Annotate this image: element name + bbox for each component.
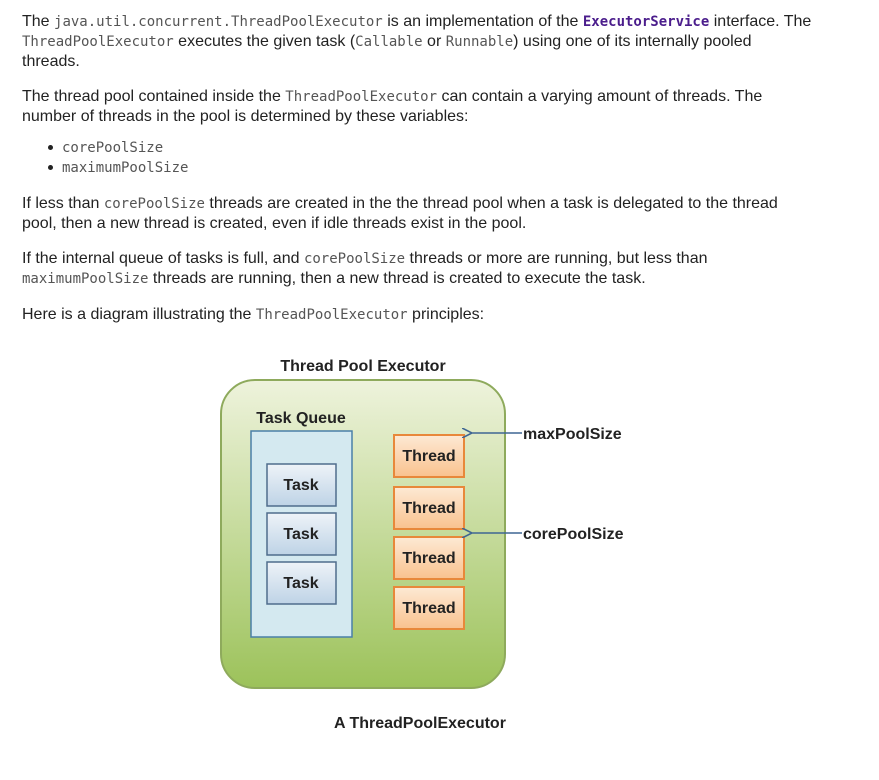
text: threads are running, then a new thread is created to execute the task. — [148, 270, 646, 287]
text: executes the given task ( — [173, 33, 356, 50]
thread-label: Thread — [402, 550, 456, 567]
code-class-name: java.util.concurrent.ThreadPoolExecutor — [54, 14, 383, 30]
code-class-name: ThreadPoolExecutor — [255, 307, 408, 323]
text: If the internal queue of tasks is full, and — [22, 250, 304, 267]
max-pool-size-label: maxPoolSize — [523, 426, 622, 443]
task-label: Task — [283, 526, 319, 543]
task-label: Task — [283, 575, 319, 592]
code-variable: maximumPoolSize — [22, 271, 149, 287]
text: The thread pool contained inside the — [22, 88, 286, 105]
text: principles: — [407, 306, 485, 323]
text: can contain a varying amount of threads. The number of threads in the pool is determined by these variables: — [22, 88, 763, 125]
thread-label: Thread — [402, 600, 456, 617]
task-queue-label: Task Queue — [256, 410, 346, 427]
diagram-title: Thread Pool Executor — [280, 358, 446, 375]
text: or — [422, 33, 446, 50]
task-label: Task — [283, 477, 319, 494]
diagram-caption: A ThreadPoolExecutor — [334, 715, 506, 732]
code-class-name: Callable — [355, 34, 423, 50]
code-variable: corePoolSize — [303, 251, 406, 267]
text: The — [22, 13, 55, 30]
thread-label: Thread — [402, 448, 456, 465]
thread-label: Thread — [402, 500, 456, 517]
code-class-name: Runnable — [445, 34, 514, 50]
text: Here is a diagram illustrating the — [22, 306, 256, 323]
code-variable: maximumPoolSize — [62, 160, 189, 176]
text: threads or more are running, but less than — [405, 250, 708, 267]
core-pool-size-label: corePoolSize — [523, 526, 624, 543]
text: ) using one of its internally pooled threads. — [22, 33, 752, 70]
code-variable: corePoolSize — [103, 196, 205, 212]
code-class-name: ThreadPoolExecutor — [22, 34, 174, 50]
tasks-group — [267, 464, 336, 604]
text: threads are created in the the thread pool when a task is delegated to the thread pool, then a new thread is created, even if idle threads exist in the pool. — [22, 195, 778, 232]
code-class-name: ThreadPoolExecutor — [285, 89, 438, 105]
text: interface. The — [709, 13, 812, 30]
text: is an implementation of the — [382, 13, 583, 30]
code-variable: corePoolSize — [62, 140, 164, 156]
executorservice-link[interactable]: ExecutorService — [582, 14, 710, 30]
text: If less than — [22, 195, 104, 212]
